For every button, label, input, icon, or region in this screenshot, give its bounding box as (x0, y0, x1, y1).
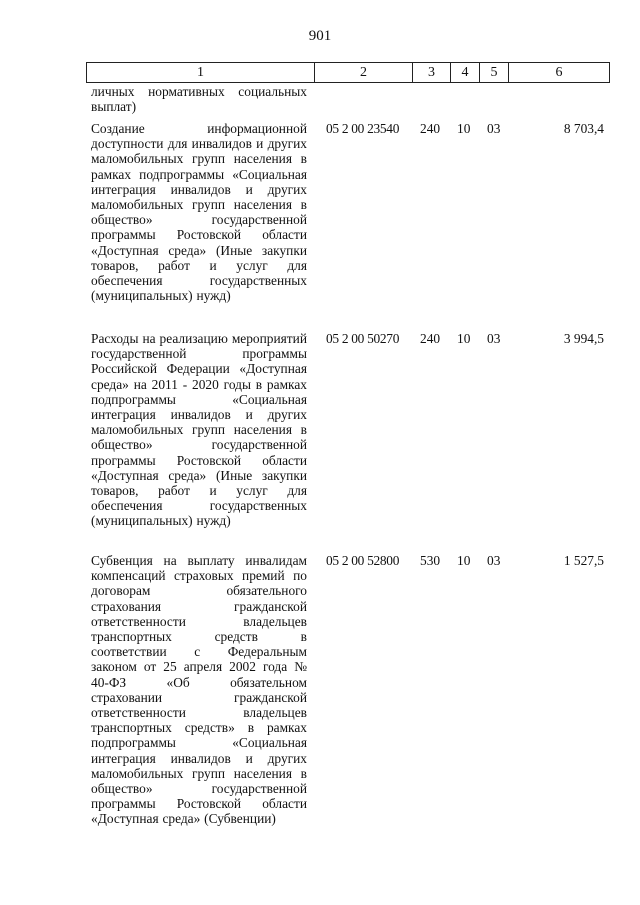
row-code: 05 2 00 50270 (326, 331, 400, 346)
row-col-3: 240 (420, 121, 441, 136)
row-col-5: 03 (487, 553, 501, 568)
header-col-5: 5 (480, 63, 509, 82)
row-amount: 1 527,5 (563, 553, 604, 568)
row-col-5: 03 (487, 331, 501, 346)
row-amount: 8 703,4 (563, 121, 604, 136)
header-col-3: 3 (413, 63, 451, 82)
row-col-4: 10 (457, 331, 471, 346)
header-col-1: 1 (87, 63, 315, 82)
row-col-3: 240 (420, 331, 441, 346)
header-col-4: 4 (451, 63, 480, 82)
row-col-4: 10 (457, 553, 471, 568)
row-description: Субвенция на выплату инвалидам компенсаций страховых премий по договорам обязательного страхования гражданской ответственности владельцев транспортных средств в соответствии с Федеральным законом от 25 апреля 2002 года № 40-ФЗ «Об обязательном страховании гражданской ответственности владельцев транспортных средств» в рамках подпрограммы «Социальная интеграция инвалидов и других маломобильных групп населения в общество» государственной программы Ростовской области «Доступная среда» (Субвенции) (91, 553, 307, 827)
row-amount: 3 994,5 (563, 331, 604, 346)
row-code: 05 2 00 52800 (326, 553, 400, 568)
row-description: Создание информационной доступности для инвалидов и других маломобильных групп населения в рамках подпрограммы «Социальная интеграция инвалидов и других маломобильных групп населения в общество» государственной программы Ростовской области «Доступная среда» (Иные закупки товаров, работ и услуг для обеспечения государственных (муниципальных) нужд) (91, 121, 307, 304)
row-code: 05 2 00 23540 (326, 121, 400, 136)
continuation-text: личных нормативных социальных выплат) (91, 84, 307, 115)
row-col-4: 10 (457, 121, 471, 136)
row-col-3: 530 (420, 553, 441, 568)
header-col-6: 6 (555, 65, 563, 80)
page-number: 901 (308, 28, 332, 44)
header-col-2: 2 (315, 63, 413, 82)
row-col-5: 03 (487, 121, 501, 136)
row-description: Расходы на реализацию мероприятий государственной программы Российской Федерации «Доступная среда» на 2011 - 2020 годы в рамках подпрограммы «Социальная интеграция инвалидов и других маломобильных групп населения в общество» государственной программы Ростовской области «Доступная среда» (Иные закупки товаров, работ и услуг для обеспечения государственных (муниципальных) нужд) (91, 331, 307, 529)
